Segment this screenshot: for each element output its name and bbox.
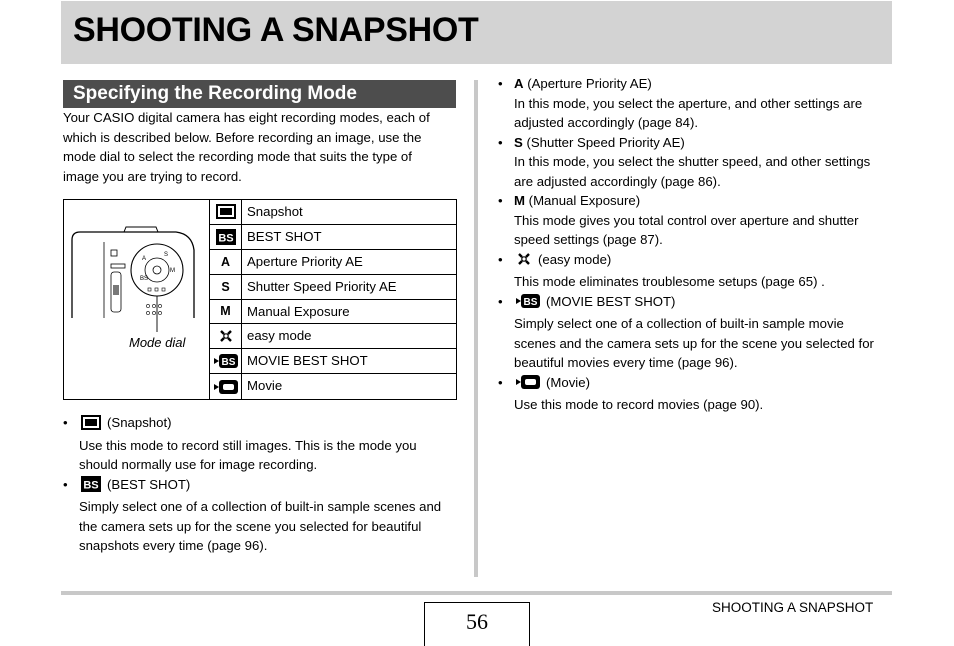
bullet-head <box>79 413 463 436</box>
section-heading: Specifying the Recording Mode <box>73 83 357 104</box>
list-item <box>498 373 898 415</box>
list-item <box>498 191 898 250</box>
mode-key: M <box>514 193 525 208</box>
bullet-head <box>514 250 898 273</box>
intro-paragraph <box>63 108 458 186</box>
svg-text:BS: BS <box>523 296 538 308</box>
right-bullet-list <box>498 74 898 415</box>
letter-m-icon: M <box>210 300 242 324</box>
bullet-line: Use this mode to record still images. This is the mode you <box>79 437 417 453</box>
bullet-line: speed settings (page 87). <box>514 232 663 247</box>
bullet-line: This mode gives you total control over aperture and shutter <box>514 212 859 228</box>
bullet-line: This mode eliminates troublesome setups (page 65) . <box>514 274 825 289</box>
bullet-head <box>514 191 898 211</box>
footer-section-title: SHOOTING A SNAPSHOT <box>712 600 874 615</box>
bullet-line: should normally use for image recording. <box>79 457 318 472</box>
best-shot-icon <box>81 476 101 498</box>
movie-best-shot-icon <box>210 349 242 373</box>
intro-line: image you are trying to record. <box>63 168 242 184</box>
mode-label: Shutter Speed Priority AE <box>247 278 397 294</box>
bullet-marker: • <box>498 293 503 309</box>
list-item <box>498 292 898 373</box>
bullet-line: In this mode, you select the shutter speed, and other settings <box>514 154 871 169</box>
svg-text:A: A <box>142 256 147 262</box>
section-heading-bar <box>63 80 456 108</box>
bullet-head-text: (Snapshot) <box>107 415 172 430</box>
table-row <box>210 374 456 399</box>
svg-text:BS: BS <box>83 479 99 491</box>
mode-label: Snapshot <box>247 204 303 219</box>
bullet-line: are adjusted accordingly (page 86). <box>514 173 721 189</box>
list-item <box>498 133 898 192</box>
camera-illustration <box>64 200 210 399</box>
bullet-head <box>514 373 898 396</box>
mode-key: S <box>514 134 523 150</box>
column-divider <box>474 80 478 577</box>
bullet-marker: • <box>498 251 503 267</box>
movie-icon <box>516 374 540 396</box>
bullet-line: the camera sets up for the scene you selected for beautiful <box>79 518 422 534</box>
bullet-marker: • <box>63 415 68 430</box>
bullet-head-text: (Manual Exposure) <box>528 193 641 208</box>
bullet-head-text: (Aperture Priority AE) <box>527 76 652 91</box>
mode-dial-caption: Mode dial <box>129 335 186 350</box>
table-row <box>210 275 456 300</box>
bullet-head-text: (easy mode) <box>538 251 612 267</box>
bullet-marker: • <box>498 374 503 390</box>
bullet-line: beautiful movies every time (page 96). <box>514 355 738 370</box>
camera-icon <box>64 200 209 399</box>
bullet-marker: • <box>498 193 503 208</box>
mode-label: MOVIE BEST SHOT <box>247 353 368 369</box>
mode-label: Manual Exposure <box>247 303 350 319</box>
left-bullet-list <box>63 413 463 556</box>
movie-best-shot-icon <box>516 293 540 315</box>
bullet-head <box>79 475 463 498</box>
list-item <box>63 475 463 556</box>
bullet-line: Simply select one of a collection of built-in sample scenes and <box>79 499 442 514</box>
intro-line: Your CASIO digital camera has eight recording modes, each of <box>63 110 430 125</box>
table-row <box>210 225 456 250</box>
svg-text:M: M <box>170 268 175 274</box>
mode-label: Aperture Priority AE <box>247 253 363 269</box>
bullet-head-text: (MOVIE BEST SHOT) <box>546 293 676 309</box>
bullet-marker: • <box>498 76 503 91</box>
letter-s-icon: S <box>210 275 242 299</box>
table-row <box>210 324 456 349</box>
list-item <box>498 250 898 292</box>
page-number: 56 <box>466 609 488 634</box>
easy-mode-icon <box>516 251 532 273</box>
mode-key: A <box>514 76 524 91</box>
footer-rule <box>61 591 892 595</box>
table-row <box>210 300 456 325</box>
bullet-line: adjusted accordingly (page 84). <box>514 115 699 130</box>
snapshot-icon <box>81 415 101 436</box>
svg-text:BS: BS <box>140 276 149 282</box>
list-item <box>498 74 898 133</box>
table-row <box>210 349 456 374</box>
letter-a-icon: A <box>210 250 242 274</box>
snapshot-icon <box>210 200 242 224</box>
intro-line: which is described below. Before recording an image, use the <box>63 129 422 145</box>
bullet-head-text: (BEST SHOT) <box>107 476 191 492</box>
mode-table <box>63 199 457 400</box>
best-shot-icon <box>210 225 242 249</box>
table-row <box>210 200 456 225</box>
intro-line: mode dial to select the recording mode that suits the type of <box>63 149 412 164</box>
bullet-head-text: (Movie) <box>546 374 590 390</box>
movie-icon <box>210 374 242 399</box>
bullet-head <box>514 133 898 153</box>
bullet-marker: • <box>63 476 68 492</box>
svg-text:S: S <box>164 252 169 258</box>
bullet-line: scenes and the camera sets up for the scene you selected for <box>514 335 874 351</box>
mode-list <box>210 200 456 399</box>
page-title: SHOOTING A SNAPSHOT <box>73 11 479 49</box>
page-header <box>61 1 892 64</box>
mode-label: easy mode <box>247 328 312 344</box>
bullet-marker: • <box>498 134 503 150</box>
bullet-line: Use this mode to record movies (page 90). <box>514 397 764 412</box>
bullet-head <box>514 74 898 94</box>
svg-text:BS: BS <box>217 232 234 245</box>
page-number-box <box>424 602 530 646</box>
mode-label: BEST SHOT <box>247 228 322 244</box>
svg-text:BS: BS <box>221 357 235 369</box>
table-row <box>210 250 456 275</box>
list-item <box>63 413 463 475</box>
bullet-head-text: (Shutter Speed Priority AE) <box>526 134 685 150</box>
mode-label: Movie <box>247 378 283 394</box>
bullet-line: Simply select one of a collection of built-in sample movie <box>514 316 844 331</box>
bullet-line: snapshots every time (page 96). <box>79 538 268 553</box>
bullet-line: In this mode, you select the aperture, and other settings are <box>514 95 863 111</box>
bullet-head <box>514 292 898 315</box>
easy-mode-icon <box>210 324 242 348</box>
